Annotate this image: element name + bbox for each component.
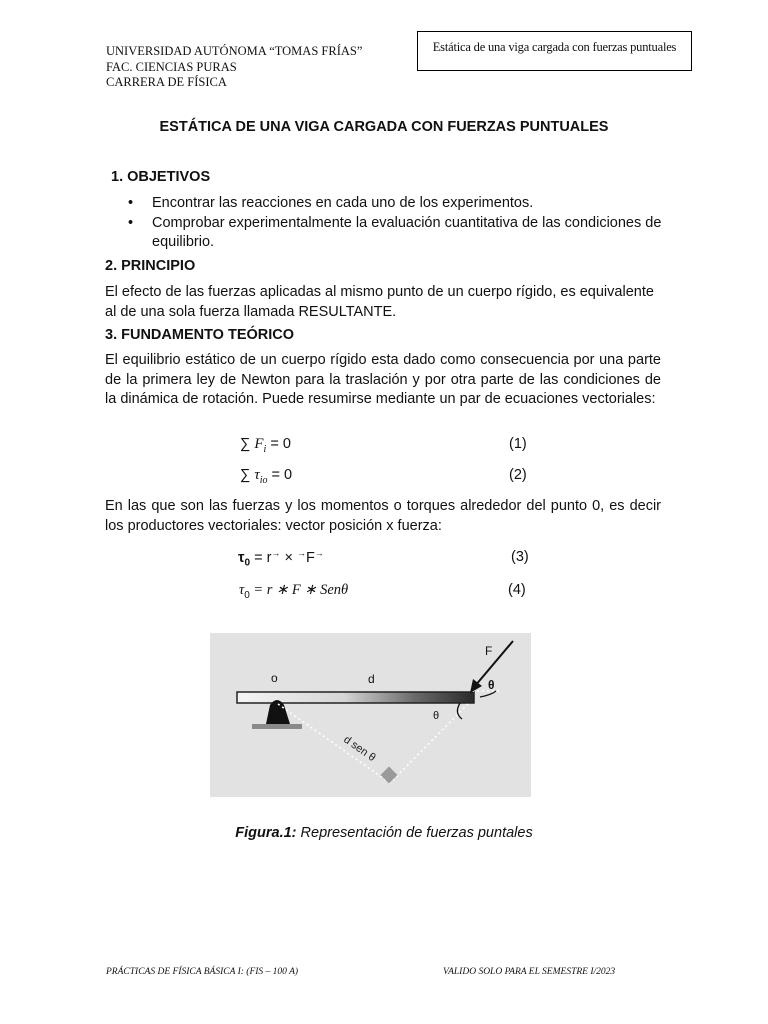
figure-caption: Figura.1: Representación de fuerzas puntales	[235, 825, 533, 841]
principio-text: El efecto de las fuerzas aplicadas al mismo punto de un cuerpo rígido, es equivalente al de una sola fuerza llamada RESULTANTE.	[105, 284, 654, 320]
section-heading-fundamento: 3. FUNDAMENTO TEÓRICO	[105, 327, 295, 343]
beam-figure	[210, 633, 531, 797]
list-item: • Encontrar las reacciones en cada uno de los experimentos.	[128, 194, 668, 213]
label-theta-top: θ	[488, 678, 495, 692]
beam	[237, 692, 474, 703]
header-box-text: Estática de una viga cargada con fuerzas puntuales	[432, 40, 677, 54]
institution-line: CARRERA DE FÍSICA	[106, 75, 227, 89]
equation-3-number: (3)	[511, 549, 529, 565]
institution-line: UNIVERSIDAD AUTÓNOMA “TOMAS FRÍAS”	[106, 44, 363, 58]
objetivos-list	[128, 194, 668, 252]
support-base	[252, 724, 302, 729]
fundamento-text-2: En las que son las fuerzas y los momentos o torques alrededor del punto 0, es decir los productores vectoriales: vector posición x fuerza:	[105, 498, 661, 534]
beam-diagram	[210, 633, 531, 797]
section-heading-principio: 2. PRINCIPIO	[105, 258, 196, 274]
angle-arc	[457, 703, 462, 719]
label-theta-bottom: θ	[433, 710, 440, 722]
equation-3: $\tau_0 = r^\to \times ^\to F^\to$	[238, 548, 324, 569]
label-d: d	[368, 672, 375, 686]
fundamento-text-1: El equilibrio estático de un cuerpo rígido esta dado como consecuencia por una parte de la primera ley de Newton para la traslación y por otra parte de las condiciones de la dinámica de rotación. Puede resumirse mediante un par de ecuaciones vectoriales:	[105, 352, 661, 407]
dotted-line	[390, 704, 468, 783]
right-angle-marker	[381, 767, 398, 784]
equation-1-number: (1)	[509, 436, 527, 452]
section-heading-objetivos: 1. OBJETIVOS	[111, 169, 211, 185]
equation-4: $\tau_0 = r$ ∗ F ∗ Senθ	[239, 582, 349, 601]
equation-2-number: (2)	[509, 467, 527, 483]
footer-left: PRÁCTICAS DE FÍSICA BÁSICA I: (FIS – 100 A)	[106, 967, 299, 977]
header-title-box	[417, 31, 692, 71]
institution-line: FAC. CIENCIAS PURAS	[106, 59, 237, 74]
institution-header	[106, 44, 362, 91]
document-title: ESTÁTICA DE UNA VIGA CARGADA CON FUERZAS PUNTUALES	[159, 119, 609, 135]
label-F: F	[485, 644, 493, 658]
equation-4-number: (4)	[508, 582, 526, 598]
equation-2: ∑ $\tau_{io} = 0$	[240, 467, 293, 486]
footer-right: VALIDO SOLO PARA EL SEMESTRE I/2023	[443, 967, 616, 977]
dotted-line	[278, 704, 390, 783]
list-item: • Comprobar experimentalmente la evaluación cuantitativa de las condiciones de equilibrio.	[128, 214, 668, 252]
equation-1: ∑ $F_i = 0$	[240, 436, 291, 455]
label-o: o	[271, 671, 278, 685]
label-dsen: d sen θ	[341, 733, 378, 765]
